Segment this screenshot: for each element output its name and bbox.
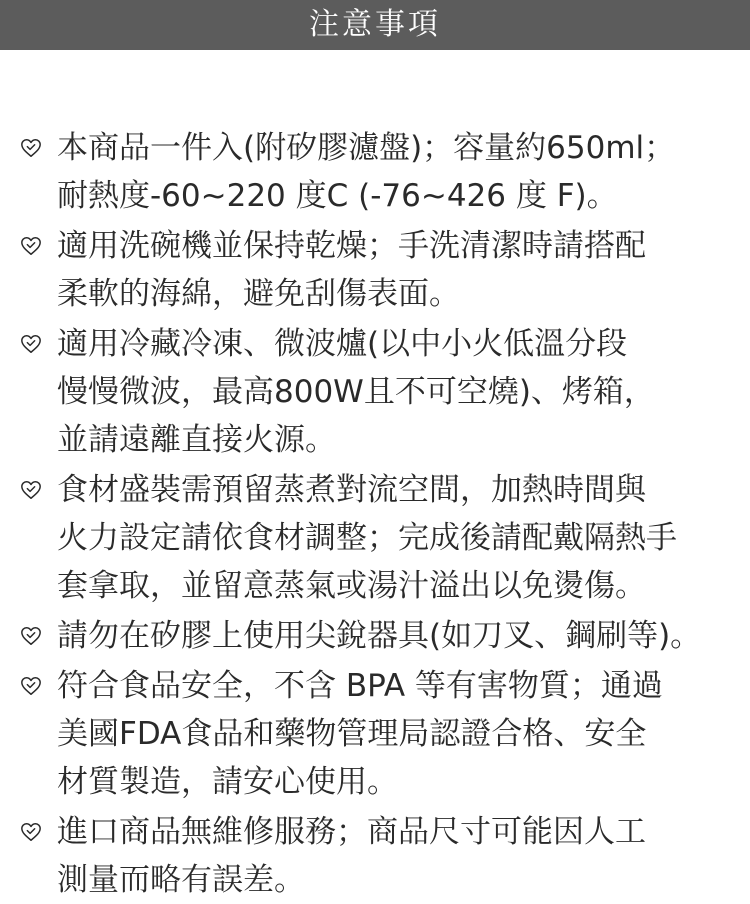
list-item [0, 320, 750, 464]
list-item-text: 食材盛裝需預留蒸煮對流空間，加熱時間與 火力設定請依食材調整；完成後請配戴隔熱手 套拿取，並留意蒸氣或湯汁溢出以免燙傷。 [57, 472, 677, 604]
list-item-text: 適用冷藏冷凍、微波爐(以中小火低溫分段 慢慢微波，最高800W且不可空燒)、烤箱， 並請遠離直接火源。 [57, 326, 655, 458]
list-item [0, 466, 750, 610]
list-item-text: 請勿在矽膠上使用尖銳器具(如刀叉、鋼刷等)。 [57, 618, 702, 654]
list-item-text: 進口商品無維修服務；商品尺寸可能因人工 測量而略有誤差。 [57, 814, 646, 898]
list-item-text: 符合食品安全，不含 BPA 等有害物質；通過 美國FDA食品和藥物管理局認證合格、安全 材質製造，請安心使用。 [57, 668, 663, 800]
list-item [0, 808, 750, 904]
heart-check-icon [20, 235, 42, 257]
page-title: 注意事項 [309, 7, 441, 42]
heart-check-icon [20, 333, 42, 355]
heart-check-icon [20, 625, 42, 647]
list-item [0, 612, 750, 660]
list-item-text: 本商品一件入(附矽膠濾盤)；容量約650ml； 耐熱度-60~220 度C (-76~426 度 F)。 [57, 130, 676, 214]
list-item [0, 662, 750, 806]
list-item [0, 124, 750, 220]
header-bar [0, 0, 750, 50]
list-item-text: 適用洗碗機並保持乾燥；手洗清潔時請搭配 柔軟的海綿，避免刮傷表面。 [57, 228, 646, 312]
list-item [0, 222, 750, 318]
heart-check-icon [20, 821, 42, 843]
heart-check-icon [20, 137, 42, 159]
notice-list [0, 50, 750, 904]
heart-check-icon [20, 479, 42, 501]
heart-check-icon [20, 675, 42, 697]
